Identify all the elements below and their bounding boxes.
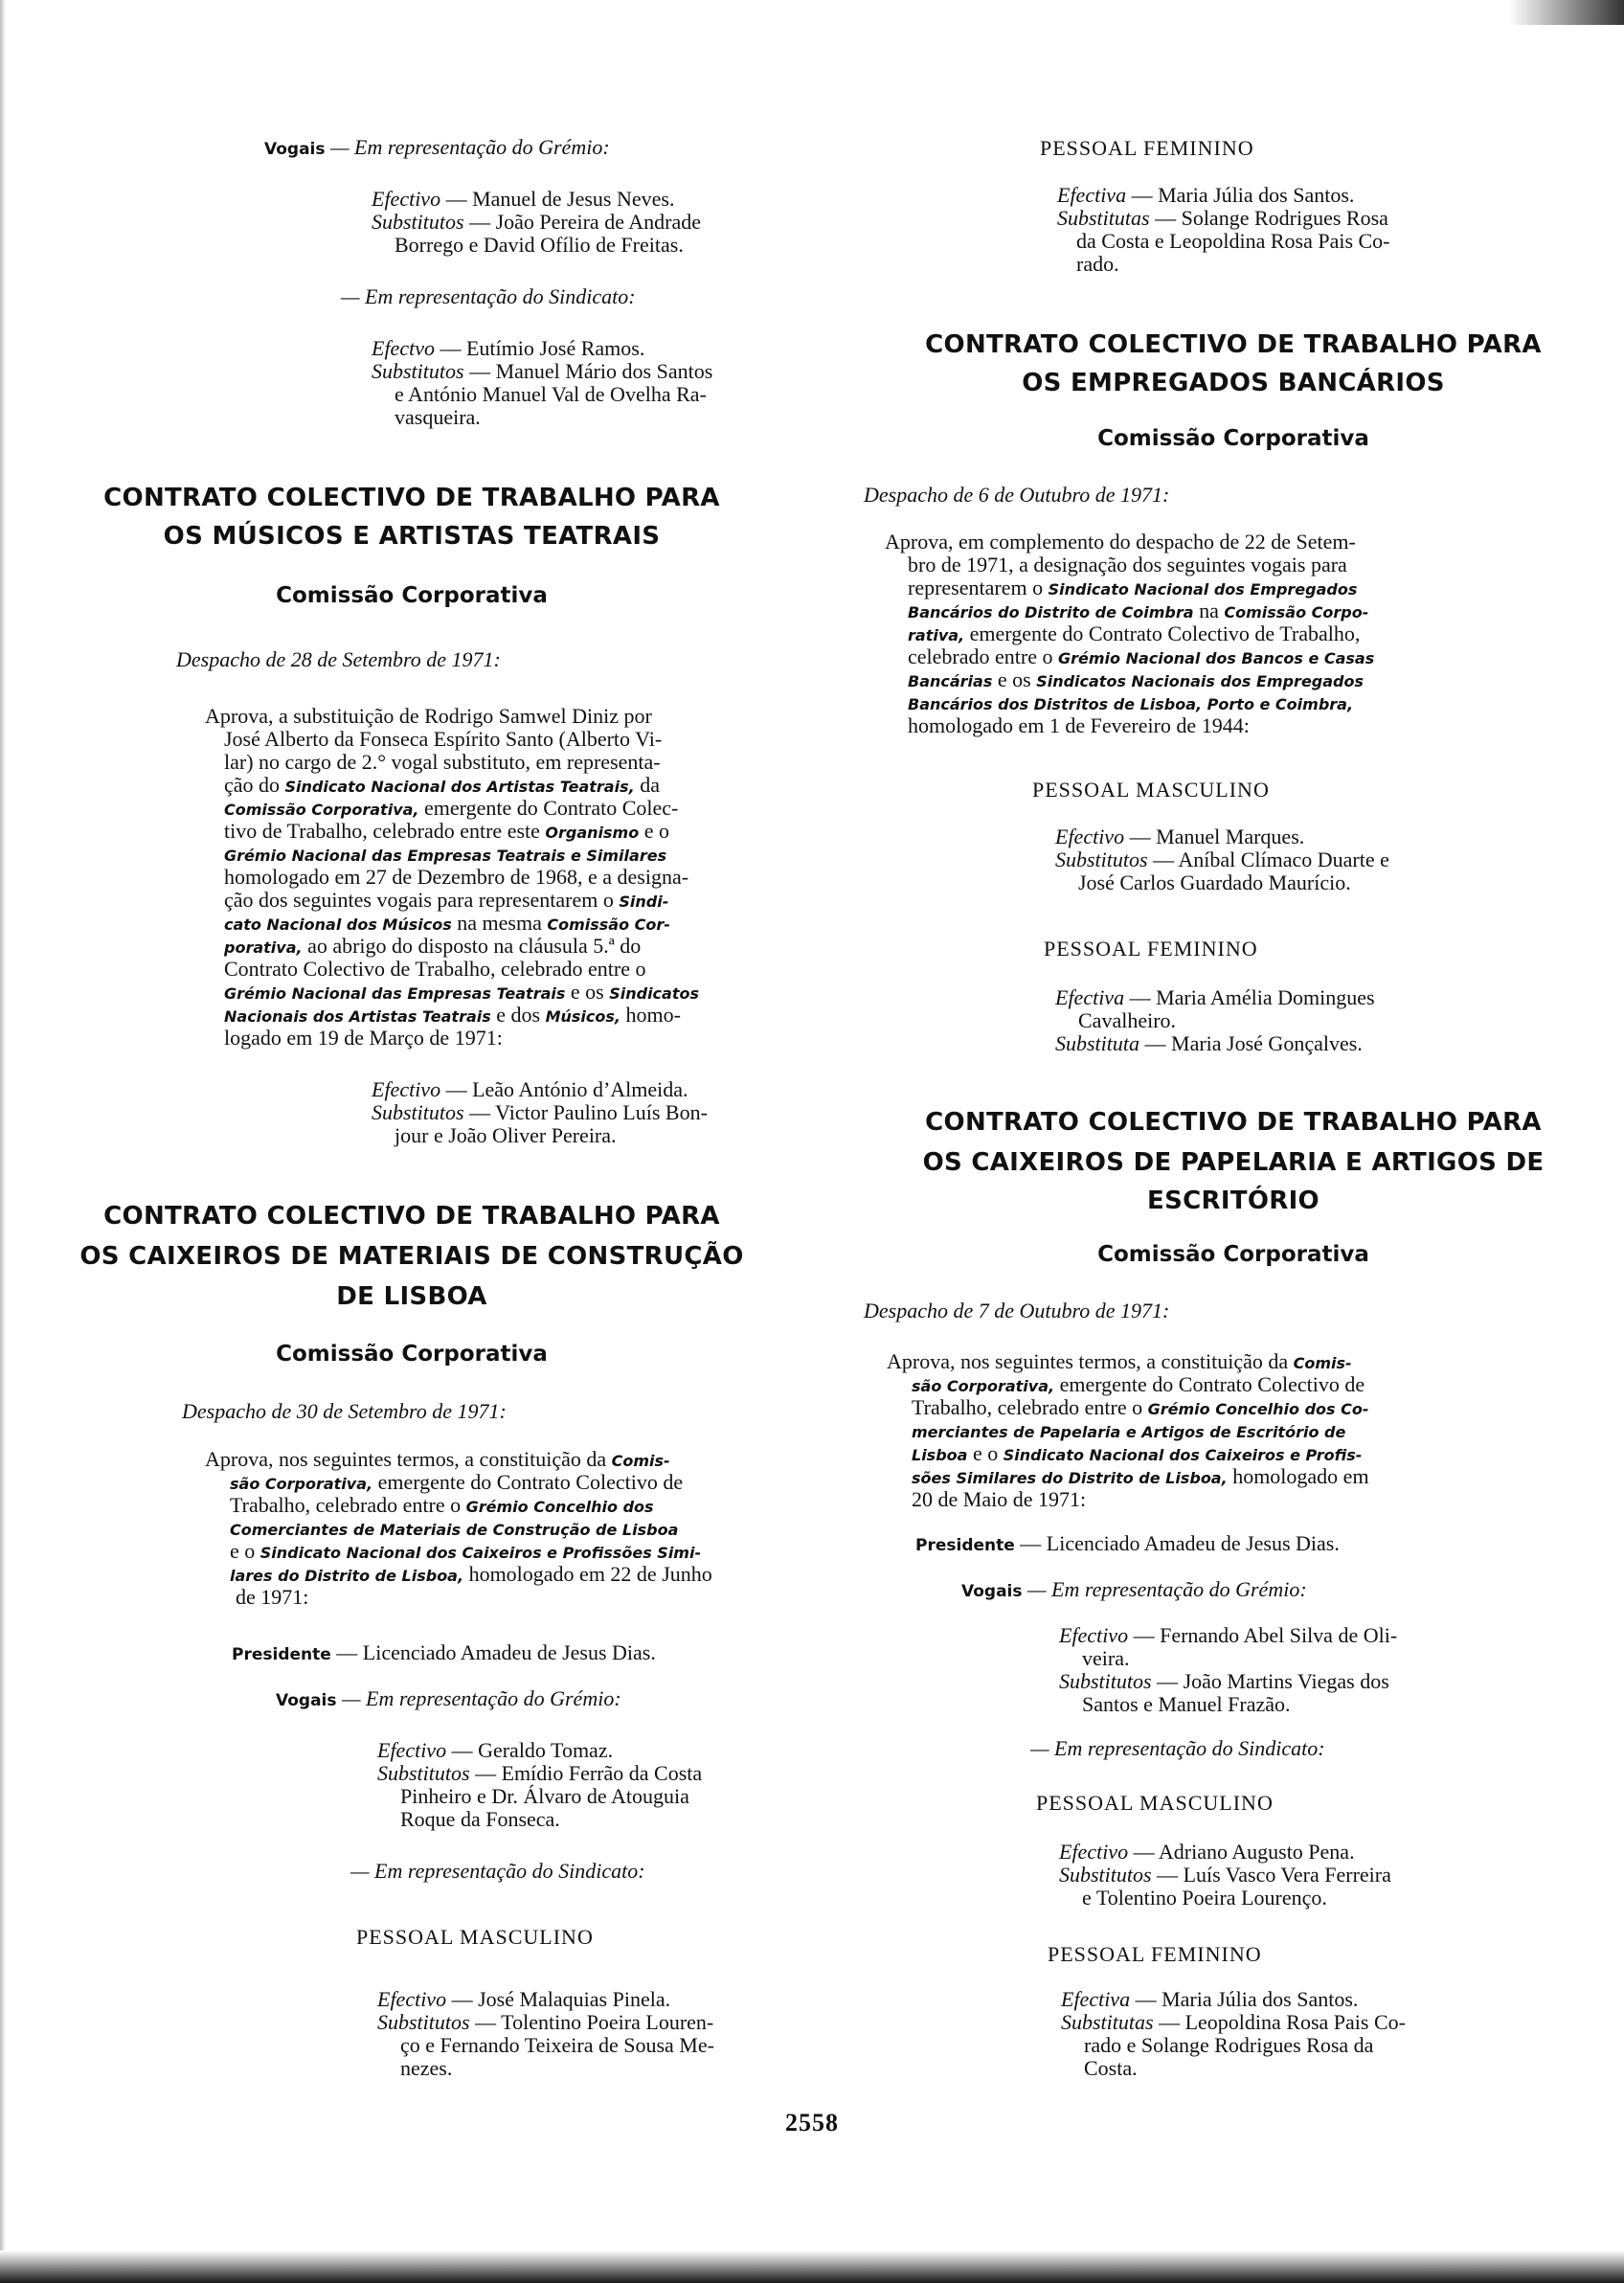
efectiva-entry: Efectiva — Maria Amélia Domingues (1055, 985, 1375, 1009)
section-heading: ESCRITÓRIO (1147, 1187, 1320, 1215)
vogais-line (264, 136, 610, 161)
efectivo-entry: Efectivo — Manuel Marques. (1055, 825, 1305, 848)
despacho-date: Despacho de 30 de Setembro de 1971: (182, 1399, 507, 1423)
efectivo-entry: Efectivo — Fernando Abel Silva de Oli- (1059, 1623, 1398, 1647)
group-heading: PESSOAL FEMININO (1048, 1942, 1262, 1966)
substitutos-entry: Substitutos — Emídio Ferrão da Costa (377, 1761, 703, 1785)
section-heading: OS CAIXEIROS DE MATERIAIS DE CONSTRUÇÃO (79, 1242, 744, 1271)
section-subheading: Comissão Corporativa (1097, 1242, 1369, 1267)
substitutos-entry: Substitutos — Luís Vasco Vera Ferreira (1059, 1863, 1391, 1887)
section-heading: OS MÚSICOS E ARTISTAS TEATRAIS (163, 522, 661, 551)
section-heading: DE LISBOA (336, 1282, 487, 1311)
scan-bottom-band (0, 2250, 1624, 2283)
substitutos-entry: Substitutos — Victor Paulino Luís Bon- (372, 1100, 708, 1124)
substitutos-continuation: Borrego e David Ofílio de Freitas. (395, 233, 684, 257)
substitutas-entry: Substitutas — Solange Rodrigues Rosa (1057, 206, 1388, 230)
section-heading: CONTRATO COLECTIVO DE TRABALHO PARA (925, 330, 1542, 359)
substitutos-entry: Substitutos — João Pereira de Andrade (372, 210, 701, 234)
section-heading: CONTRATO COLECTIVO DE TRABALHO PARA (103, 1202, 720, 1231)
substitutos-entry: Substitutos — Manuel Mário dos Santos (372, 359, 713, 383)
efectiva-entry: Efectiva — Maria Júlia dos Santos. (1057, 183, 1355, 207)
despacho-date: Despacho de 6 de Outubro de 1971: (864, 483, 1170, 507)
group-heading: PESSOAL FEMININO (1044, 937, 1258, 961)
group-heading: PESSOAL MASCULINO (1036, 1791, 1274, 1815)
substitutos-entry: Substitutos — João Martins Viegas dos (1059, 1669, 1389, 1693)
section-subheading: Comissão Corporativa (1097, 426, 1369, 451)
efectivo-entry: Efectivo — Geraldo Tomaz. (377, 1738, 614, 1762)
section-heading: CONTRATO COLECTIVO DE TRABALHO PARA (103, 484, 720, 512)
section-subheading: Comissão Corporativa (276, 1342, 548, 1367)
representation-text: — Em representação do Grémio: (325, 135, 610, 159)
section-heading: OS CAIXEIROS DE PAPELARIA E ARTIGOS DE (922, 1148, 1545, 1177)
presidente-line: Presidente — Licenciado Amadeu de Jesus Dias. (915, 1531, 1340, 1555)
group-heading: PESSOAL MASCULINO (356, 1925, 594, 1949)
despacho-date: Despacho de 28 de Setembro de 1971: (176, 647, 501, 671)
representation-text: — Em representação do Sindicato: (1030, 1736, 1325, 1760)
representation-text: — Em representação do Sindicato: (350, 1859, 645, 1883)
scan-left-edge (0, 0, 6, 2283)
substitutos-continuation: e António Manuel Val de Ovelha Ra- (395, 382, 707, 406)
representation-text: — Em representação do Sindicato: (341, 284, 636, 308)
substituta-entry: Substituta — Maria José Gonçalves. (1055, 1031, 1363, 1055)
substitutos-entry: Substitutos — Aníbal Clímaco Duarte e (1055, 848, 1389, 871)
page-number: 2558 (785, 2109, 839, 2136)
efectivo-entry: Efectivo — Manuel de Jesus Neves. (372, 187, 675, 211)
vogais-line: Vogais — Em representação do Grémio: (276, 1686, 621, 1710)
despacho-date: Despacho de 7 de Outubro de 1971: (864, 1299, 1170, 1322)
presidente-line: Presidente — Licenciado Amadeu de Jesus Dias. (232, 1640, 656, 1664)
efectiva-entry: Efectiva — Maria Júlia dos Santos. (1061, 1987, 1359, 2011)
group-heading: PESSOAL FEMININO (1040, 136, 1254, 160)
group-heading: PESSOAL MASCULINO (1032, 778, 1270, 802)
scan-corner-shadow (1509, 0, 1624, 25)
efectivo-entry: Efectivo — José Malaquias Pinela. (377, 1987, 671, 2011)
efectivo-entry: Efectivo — Leão António d’Almeida. (372, 1077, 688, 1101)
vogais-label: Vogais (264, 140, 326, 159)
section-heading: OS EMPREGADOS BANCÁRIOS (1022, 369, 1445, 397)
substitutos-entry: Substitutos — Tolentino Poeira Louren- (377, 2010, 714, 2034)
substitutos-continuation: vasqueira. (395, 405, 481, 429)
document-page: Vogais — Em representação do Grémio: Efectivo — Manuel de Jesus Neves. Substitutos — João Pereira de Andrade Borrego e David Ofílio de Freitas. — Em representação do Sindicato: Efectvo — Eutímio José Ramos. Substitutos — Manuel Mário dos Santos e António Manuel Val de Ovelha Ra- vasqueira. CONTRATO COLECTIVO DE TRABALHO PARA OS MÚSICOS E ARTISTAS TEATRAIS Comissão Corporativa Despacho de 28 de Setembro de 1971: Aprova, a substituição de Rodrigo Samwel Diniz por José Alberto da Fonseca Espírito Santo (Alberto Vi- lar) no cargo de 2.° vogal substituto, em representa- ção do Sindicato Nacional dos Artistas Teatrais, da Comissão Corporativa, emergente do Contrato Colec- tivo de Trabalho, celebrado entre este Organismo e o Grémio Nacional das Empresas Teatrais e Similares homologado em 27 de Dezembro de 1968, e a designa- ção dos seguintes vogais para representarem o Sindi- cato Nacional dos Músicos na mesma Comissão Cor- porativa, ao abrigo do disposto na cláusula 5.ª do Contrato Colectivo de Trabalho, celebrado entre o Grémio Nacional das Empresas Teatrais e os Sindicatos Nacionais dos Artistas Teatrais e dos Músicos, homo- logado em 19 de Março de 1971: Efectivo — Leão António d’Almeida. Substitutos — Victor Paulino Luís Bon- jour e João Oliver Pereira. CONTRATO COLECTIVO DE TRABALHO PARA OS CAIXEIROS DE MATERIAIS DE CONSTRUÇÃO DE LISBOA Comissão Corporativa Despacho de 30 de Setembro de 1971: Aprova, nos seguintes termos, a constituição da Comis- são Corporativa, emergente do Contrato Colectivo de Trabalho, celebrado entre o Grémio Concelhio dos Comerciantes de Materiais de Construção de Lisboa e o Sindicato Nacional dos Caixeiros e Profissões Simi- lares do Distrito de Lisboa, homologado em 22 de Junho de 1971: Presidente — Licenciado Amadeu de Jesus Dias. Vogais — Em representação do Grémio: Efectivo — Geraldo Tomaz. Substitutos — Emídio Ferrão da Costa Pinheiro e Dr. Álvaro de Atouguia Roque da Fonseca. — Em representação do Sindicato: PESSOAL MASCULINO Efectivo — José Malaquias Pinela. Substitutos — Tolentino Poeira Louren- ço e Fernando Teixeira de Sousa Me- nezes. PESSOAL FEMININO Efectiva — Maria Júlia dos Santos. Substitutas — Solange Rodrigues Rosa da Costa e Leopoldina Rosa Pais Co- rado. CONTRATO COLECTIVO DE TRABALHO PARA OS EMPREGADOS BANCÁRIOS Comissão Corporativa Despacho de 6 de Outubro de 1971: Aprova, em complemento do despacho de 22 de Setem- bro de 1971, a designação dos seguintes vogais para representarem o Sindicato Nacional dos Empregados Bancários do Distrito de Coimbra na Comissão Corpo- rativa, emergente do Contrato Colectivo de Trabalho, celebrado entre o Grémio Nacional dos Bancos e Casas Bancárias e os Sindicatos Nacionais dos Empregados Bancários dos Distritos de Lisboa, Porto e Coimbra, homologado em 1 de Fevereiro de 1944: PESSOAL MASCULINO Efectivo — Manuel Marques. Substitutos — Aníbal Clímaco Duarte e José Carlos Guardado Maurício. PESSOAL FEMININO Efectiva — Maria Amélia Domingues Cavalheiro. Substituta — Maria José Gonçalves. CONTRATO COLECTIVO DE TRABALHO PARA OS CAIXEIROS DE PAPELARIA E ARTIGOS DE ESCRITÓRIO Comissão Corporativa Despacho de 7 de Outubro de 1971: Aprova, nos seguintes termos, a constituição da Comis- são Corporativa, emergente do Contrato Colectivo de Trabalho, celebrado entre o Grémio Concelhio dos Co- merciantes de Papelaria e Artigos de Escritório de Lisboa e o Sindicato Nacional dos Caixeiros e Profis- sões Similares do Distrito de Lisboa, homologado em 20 de Maio de 1971: Presidente — Licenciado Amadeu de Jesus Dias. Vogais — Em representação do Grémio: Efectivo — Fernando Abel Silva de Oli- veira. Substitutos — João Martins Viegas dos Santos e Manuel Frazão. — Em representação do Sindicato: PESSOAL MASCULINO Efectivo — Adriano Augusto Pena. Substitutos — Luís Vasco Vera Ferreira e Tolentino Poeira Lourenço. PESSOAL FEMININO Efectiva — Maria Júlia dos Santos. Substitutas — Leopoldina Rosa Pais Co- rado e Solange Rodrigues Rosa da Costa. 2558 (0, 0, 1624, 2283)
substitutos-continuation: jour e João Oliver Pereira. (395, 1123, 617, 1147)
substitutas-entry: Substitutas — Leopoldina Rosa Pais Co- (1061, 2010, 1406, 2034)
efectivo-entry: Efectvo — Eutímio José Ramos. (372, 336, 645, 360)
vogais-line: Vogais — Em representação do Grémio: (961, 1577, 1307, 1601)
section-heading: CONTRATO COLECTIVO DE TRABALHO PARA (925, 1108, 1542, 1137)
efectivo-entry: Efectivo — Adriano Augusto Pena. (1059, 1840, 1355, 1864)
section-subheading: Comissão Corporativa (276, 583, 548, 608)
